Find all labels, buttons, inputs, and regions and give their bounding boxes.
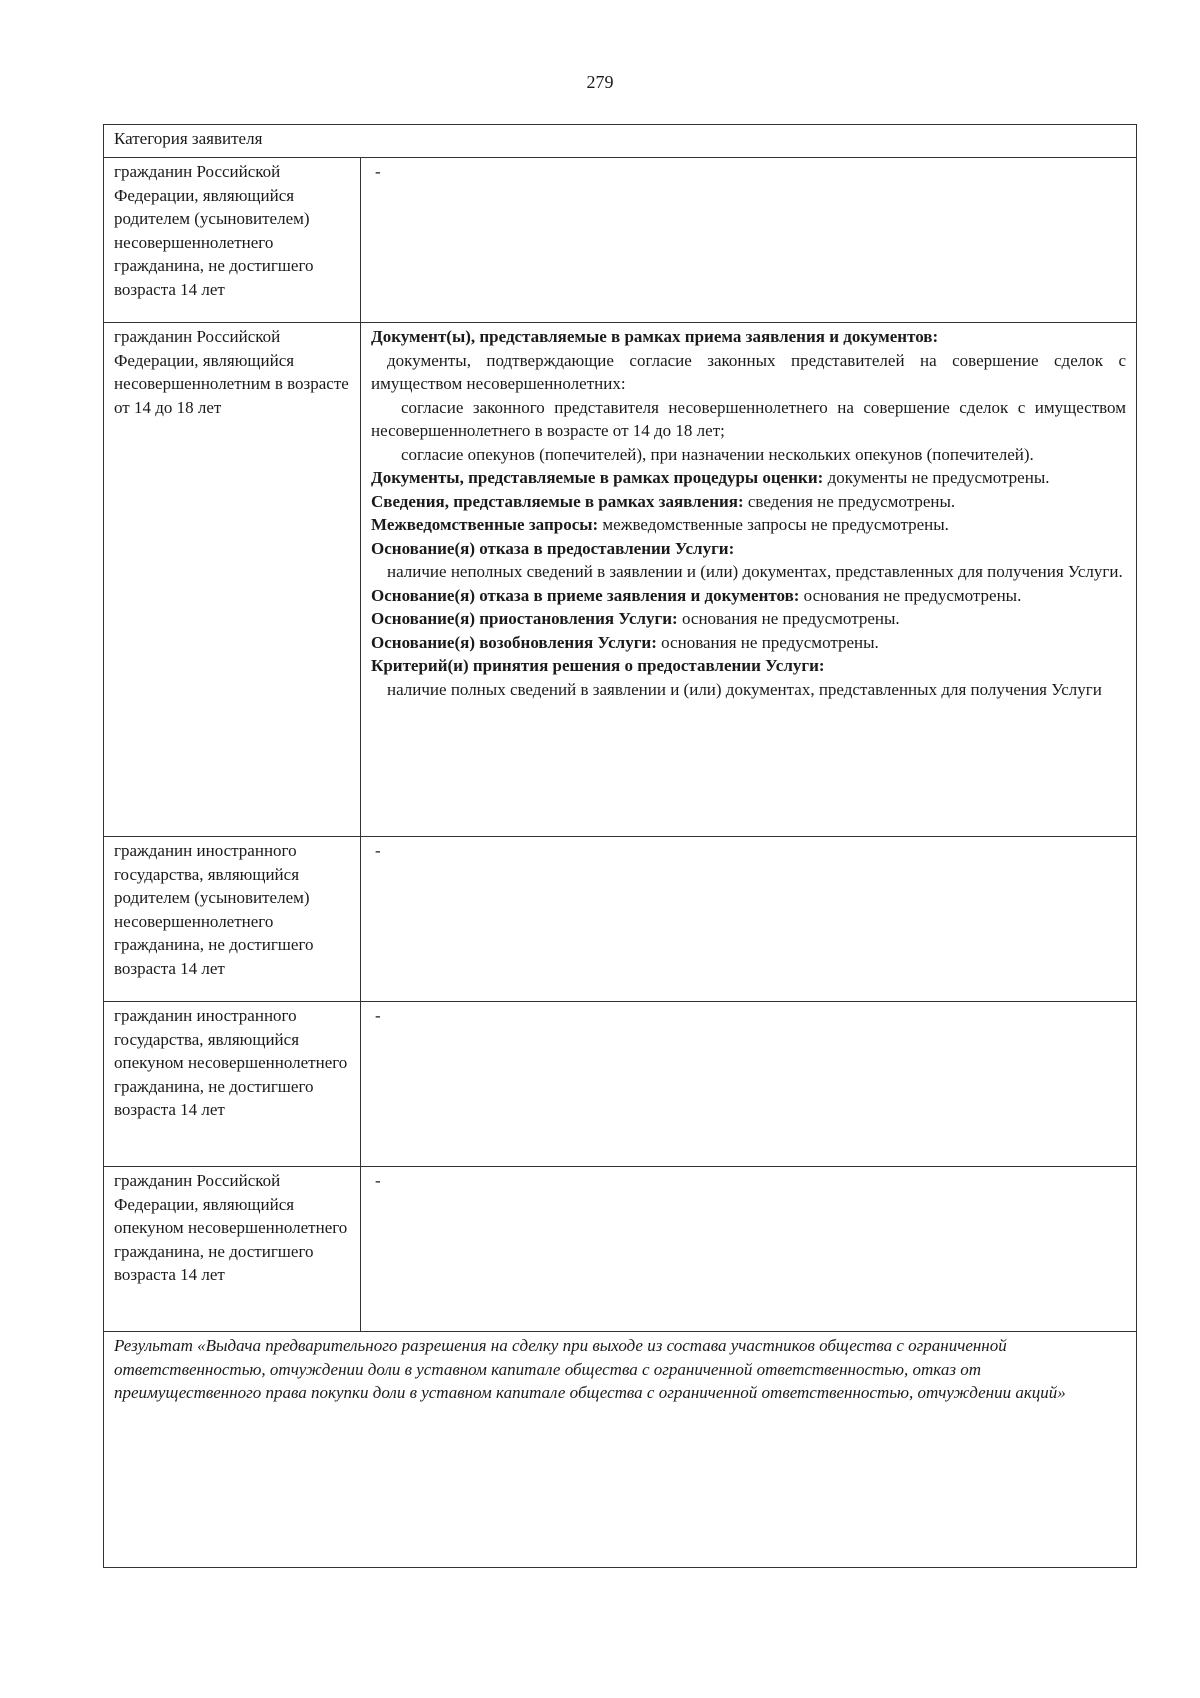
rejection-grounds: Основание(я) отказа в приеме заявления и документов: основания не предусмотрены. (371, 585, 1022, 605)
applicant-category-table (103, 124, 1137, 1568)
refusal-heading: Основание(я) отказа в предоставлении Услуги: (371, 538, 735, 558)
dash-value: - (375, 841, 381, 860)
content-cell (361, 837, 1137, 1002)
interagency-requests: Межведомственные запросы: межведомственные запросы не предусмотрены. (371, 515, 949, 534)
category-cell: гражданин иностранного государства, являющийся опекуном несовершеннолетнего гражданина, не достигшего возраста 14 лет (104, 1002, 361, 1167)
table-row (104, 1002, 1137, 1167)
category-cell: гражданин Российской Федерации, являющийся несовершеннолетним в возрасте от 14 до 18 лет (104, 323, 361, 837)
page-number: 279 (586, 72, 614, 92)
table-header: Категория заявителя (104, 125, 1137, 158)
docs-item: документы, подтверждающие согласие законных представителей на совершение сделок с имуществом несовершеннолетних: (371, 350, 1126, 393)
eval-docs: Документы, представляемые в рамках процедуры оценки: документы не предусмотрены. (371, 468, 1050, 487)
category-cell: гражданин иностранного государства, являющийся родителем (усыновителем) несовершеннолетнего гражданина, не достигшего возраста 14 лет (104, 837, 361, 1002)
result-text: Результат «Выдача предварительного разрешения на сделку при выходе из состава участников общества с ограниченной ответственностью, отчуждении доли в уставном капитале общества с ограниченной ответственностью, отказ от преимущественного права покупки доли в уставном капитале общества с ограниченной ответственностью, отчуждении акций» (104, 1332, 1137, 1568)
content-cell (361, 158, 1137, 323)
category-cell: гражданин Российской Федерации, являющийся опекуном несовершеннолетнего гражданина, не достигшего возраста 14 лет (104, 1167, 361, 1332)
table-row (104, 1167, 1137, 1332)
docs-sub-item: согласие законного представителя несовершеннолетнего на совершение сделок с имуществом несовершеннолетнего в возрасте от 14 до 18 лет; (371, 397, 1126, 440)
table-row (104, 323, 1137, 837)
refusal-item: наличие неполных сведений в заявлении и (или) документах, представленных для получения Услуги. (387, 562, 1123, 581)
result-row (104, 1332, 1137, 1568)
content-cell (361, 1167, 1137, 1332)
info-provided: Сведения, представляемые в рамках заявления: сведения не предусмотрены. (371, 491, 956, 511)
table-header-row (104, 125, 1137, 158)
category-cell: гражданин Российской Федерации, являющийся родителем (усыновителем) несовершеннолетнего гражданина, не достигшего возраста 14 лет (104, 158, 361, 323)
docs-heading: Документ(ы), представляемые в рамках приема заявления и документов: (371, 327, 939, 346)
table-row (104, 837, 1137, 1002)
dash-value: - (375, 162, 381, 181)
suspension-grounds: Основание(я) приостановления Услуги: основания не предусмотрены. (371, 609, 900, 628)
docs-sub-item: согласие опекунов (попечителей), при назначении нескольких опекунов (попечителей). (401, 444, 1034, 464)
resumption-grounds: Основание(я) возобновления Услуги: основания не предусмотрены. (371, 632, 879, 652)
table-row (104, 158, 1137, 323)
dash-value: - (375, 1171, 381, 1190)
criteria-heading: Критерий(и) принятия решения о предоставлении Услуги: (371, 656, 825, 675)
criteria-item: наличие полных сведений в заявлении и (или) документах, представленных для получения Услуги (387, 679, 1102, 699)
details-cell (361, 323, 1137, 837)
content-cell (361, 1002, 1137, 1167)
dash-value: - (375, 1006, 381, 1025)
